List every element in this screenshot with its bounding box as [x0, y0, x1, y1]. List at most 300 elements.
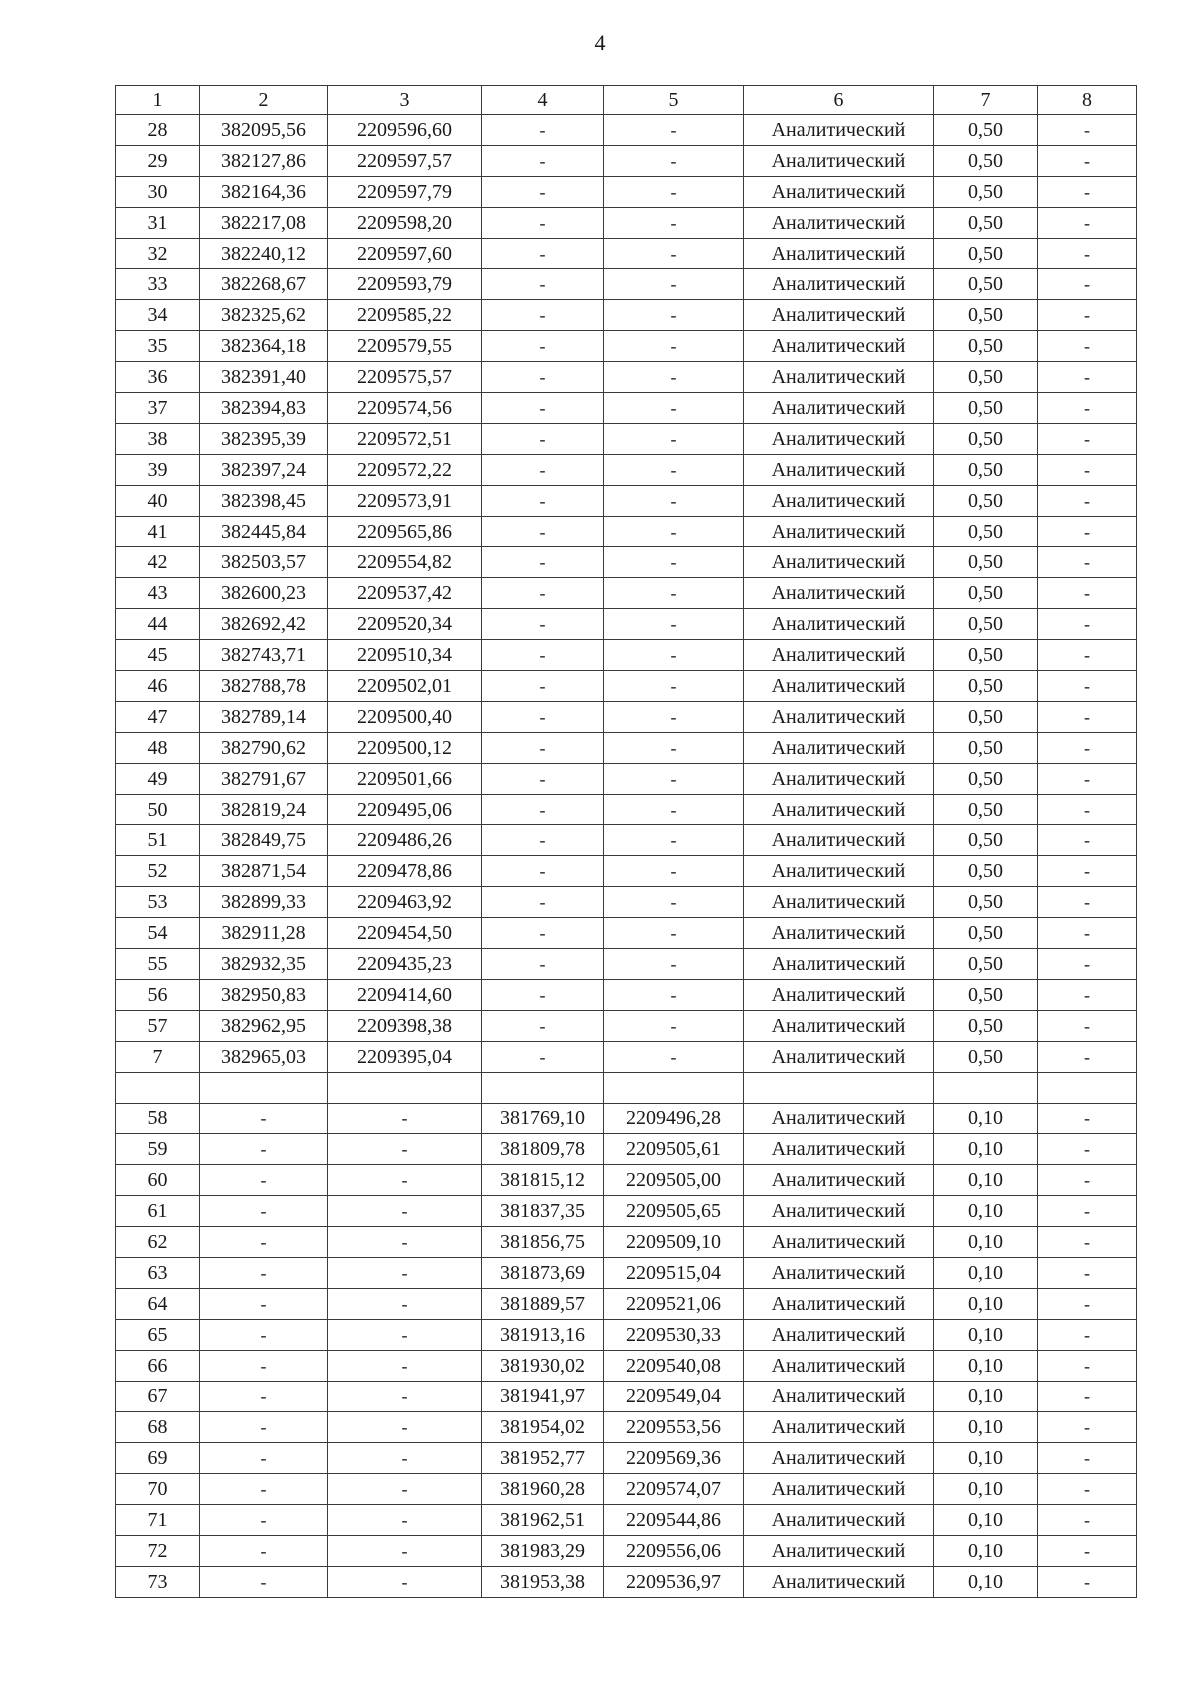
cell-x-new: - — [482, 485, 604, 516]
cell-x-new: 381815,12 — [482, 1165, 604, 1196]
cell-accuracy: 0,50 — [934, 887, 1038, 918]
cell-point-number: 7 — [116, 1041, 200, 1072]
cell-note: - — [1038, 115, 1137, 146]
cell-method: Аналитический — [744, 1196, 934, 1227]
cell-accuracy: 0,50 — [934, 578, 1038, 609]
cell-method: Аналитический — [744, 1165, 934, 1196]
cell-point-number: 50 — [116, 794, 200, 825]
cell-y-old: - — [328, 1535, 482, 1566]
cell-point-number: 29 — [116, 145, 200, 176]
cell-x-old: - — [200, 1257, 328, 1288]
cell-accuracy: 0,50 — [934, 207, 1038, 238]
cell-x-old: 382398,45 — [200, 485, 328, 516]
cell-x-old: - — [200, 1227, 328, 1258]
cell-note: - — [1038, 1505, 1137, 1536]
cell-x-old — [200, 1072, 328, 1103]
cell-accuracy: 0,10 — [934, 1566, 1038, 1597]
table-row — [116, 176, 1137, 207]
cell-y-old: 2209486,26 — [328, 825, 482, 856]
cell-x-new: - — [482, 145, 604, 176]
cell-x-old: 382391,40 — [200, 362, 328, 393]
cell-method: Аналитический — [744, 1350, 934, 1381]
cell-point-number: 40 — [116, 485, 200, 516]
cell-note: - — [1038, 763, 1137, 794]
cell-y-old: 2209520,34 — [328, 609, 482, 640]
cell-accuracy: 0,10 — [934, 1134, 1038, 1165]
cell-y-new: - — [604, 640, 744, 671]
cell-accuracy: 0,10 — [934, 1381, 1038, 1412]
cell-y-new: - — [604, 671, 744, 702]
cell-method: Аналитический — [744, 1257, 934, 1288]
cell-point-number: 62 — [116, 1227, 200, 1258]
cell-point-number: 47 — [116, 701, 200, 732]
table-row — [116, 485, 1137, 516]
cell-x-old: - — [200, 1350, 328, 1381]
cell-point-number: 60 — [116, 1165, 200, 1196]
table-row — [116, 1443, 1137, 1474]
cell-note: - — [1038, 671, 1137, 702]
cell-method: Аналитический — [744, 423, 934, 454]
cell-x-old: 382397,24 — [200, 454, 328, 485]
cell-x-new: - — [482, 176, 604, 207]
cell-x-new: 381769,10 — [482, 1103, 604, 1134]
cell-note: - — [1038, 300, 1137, 331]
cell-y-old: - — [328, 1165, 482, 1196]
cell-method: Аналитический — [744, 1103, 934, 1134]
cell-point-number: 46 — [116, 671, 200, 702]
column-header-x-new: 4 — [482, 86, 604, 115]
cell-x-old: 382819,24 — [200, 794, 328, 825]
cell-y-old: 2209597,79 — [328, 176, 482, 207]
cell-y-new — [604, 1072, 744, 1103]
cell-note: - — [1038, 1134, 1137, 1165]
table-row — [116, 300, 1137, 331]
cell-y-new: - — [604, 949, 744, 980]
cell-y-old: 2209501,66 — [328, 763, 482, 794]
cell-method: Аналитический — [744, 238, 934, 269]
cell-x-new: - — [482, 825, 604, 856]
cell-method: Аналитический — [744, 1227, 934, 1258]
table-row — [116, 732, 1137, 763]
cell-x-old: 382217,08 — [200, 207, 328, 238]
cell-x-old: 382871,54 — [200, 856, 328, 887]
cell-point-number: 71 — [116, 1505, 200, 1536]
cell-y-new: - — [604, 331, 744, 362]
cell-y-new: - — [604, 578, 744, 609]
cell-y-old: 2209565,86 — [328, 516, 482, 547]
cell-point-number: 48 — [116, 732, 200, 763]
cell-y-new: 2209569,36 — [604, 1443, 744, 1474]
cell-y-old: 2209596,60 — [328, 115, 482, 146]
table-row — [116, 1474, 1137, 1505]
cell-point-number: 49 — [116, 763, 200, 794]
cell-method: Аналитический — [744, 1566, 934, 1597]
cell-method: Аналитический — [744, 609, 934, 640]
cell-y-new: - — [604, 300, 744, 331]
cell-y-old: - — [328, 1412, 482, 1443]
cell-accuracy: 0,50 — [934, 701, 1038, 732]
column-header-y-new: 5 — [604, 86, 744, 115]
cell-x-new: - — [482, 732, 604, 763]
cell-y-new: 2209505,65 — [604, 1196, 744, 1227]
cell-y-new: 2209574,07 — [604, 1474, 744, 1505]
cell-note: - — [1038, 732, 1137, 763]
cell-y-old: - — [328, 1257, 482, 1288]
table-row — [116, 578, 1137, 609]
cell-note: - — [1038, 1041, 1137, 1072]
table-row — [116, 393, 1137, 424]
cell-method: Аналитический — [744, 331, 934, 362]
cell-method: Аналитический — [744, 949, 934, 980]
cell-note: - — [1038, 1288, 1137, 1319]
cell-point-number: 38 — [116, 423, 200, 454]
cell-x-old: 382325,62 — [200, 300, 328, 331]
cell-accuracy: 0,50 — [934, 393, 1038, 424]
cell-y-old: 2209500,12 — [328, 732, 482, 763]
cell-y-new: 2209530,33 — [604, 1319, 744, 1350]
cell-y-new: 2209505,61 — [604, 1134, 744, 1165]
cell-accuracy: 0,50 — [934, 640, 1038, 671]
cell-note: - — [1038, 1010, 1137, 1041]
column-header-note: 8 — [1038, 86, 1137, 115]
cell-point-number: 51 — [116, 825, 200, 856]
cell-method: Аналитический — [744, 825, 934, 856]
column-header-accuracy: 7 — [934, 86, 1038, 115]
cell-note: - — [1038, 1443, 1137, 1474]
cell-x-new: 381953,38 — [482, 1566, 604, 1597]
table-row — [116, 949, 1137, 980]
cell-x-new: 381837,35 — [482, 1196, 604, 1227]
cell-y-old: 2209537,42 — [328, 578, 482, 609]
cell-point-number: 70 — [116, 1474, 200, 1505]
cell-y-old — [328, 1072, 482, 1103]
cell-y-old: 2209502,01 — [328, 671, 482, 702]
cell-x-old: 382503,57 — [200, 547, 328, 578]
cell-accuracy: 0,50 — [934, 485, 1038, 516]
table-row — [116, 115, 1137, 146]
cell-x-old: - — [200, 1443, 328, 1474]
cell-accuracy: 0,10 — [934, 1350, 1038, 1381]
cell-method: Аналитический — [744, 701, 934, 732]
cell-note: - — [1038, 1257, 1137, 1288]
table-row — [116, 979, 1137, 1010]
cell-x-new: - — [482, 423, 604, 454]
cell-accuracy: 0,50 — [934, 732, 1038, 763]
cell-accuracy: 0,50 — [934, 1041, 1038, 1072]
table-row — [116, 1196, 1137, 1227]
column-header-point-number: 1 — [116, 86, 200, 115]
cell-accuracy: 0,10 — [934, 1257, 1038, 1288]
cell-accuracy: 0,10 — [934, 1505, 1038, 1536]
cell-x-new: 381930,02 — [482, 1350, 604, 1381]
cell-note: - — [1038, 331, 1137, 362]
cell-method: Аналитический — [744, 454, 934, 485]
column-header-x-old: 2 — [200, 86, 328, 115]
cell-y-old: 2209463,92 — [328, 887, 482, 918]
cell-method: Аналитический — [744, 393, 934, 424]
cell-note: - — [1038, 949, 1137, 980]
cell-y-old: 2209398,38 — [328, 1010, 482, 1041]
table-row — [116, 1566, 1137, 1597]
cell-x-new: - — [482, 1041, 604, 1072]
cell-y-new: 2209496,28 — [604, 1103, 744, 1134]
table-row — [116, 856, 1137, 887]
table-row — [116, 763, 1137, 794]
cell-point-number: 44 — [116, 609, 200, 640]
cell-method: Аналитический — [744, 362, 934, 393]
cell-method: Аналитический — [744, 887, 934, 918]
cell-y-old: 2209598,20 — [328, 207, 482, 238]
cell-note: - — [1038, 918, 1137, 949]
cell-point-number: 34 — [116, 300, 200, 331]
cell-accuracy: 0,50 — [934, 238, 1038, 269]
cell-method: Аналитический — [744, 1535, 934, 1566]
cell-x-old: 382849,75 — [200, 825, 328, 856]
cell-x-old: - — [200, 1165, 328, 1196]
cell-y-new: - — [604, 856, 744, 887]
cell-point-number: 67 — [116, 1381, 200, 1412]
cell-note: - — [1038, 1381, 1137, 1412]
cell-note: - — [1038, 701, 1137, 732]
cell-x-old: - — [200, 1103, 328, 1134]
cell-x-new: - — [482, 887, 604, 918]
cell-y-new: - — [604, 362, 744, 393]
cell-method: Аналитический — [744, 1319, 934, 1350]
cell-y-new: - — [604, 794, 744, 825]
cell-x-new: - — [482, 609, 604, 640]
cell-method: Аналитический — [744, 763, 934, 794]
cell-y-old: 2209478,86 — [328, 856, 482, 887]
column-header-method: 6 — [744, 86, 934, 115]
cell-accuracy: 0,10 — [934, 1196, 1038, 1227]
cell-y-new: - — [604, 207, 744, 238]
cell-point-number: 32 — [116, 238, 200, 269]
cell-point-number: 59 — [116, 1134, 200, 1165]
cell-method: Аналитический — [744, 1010, 934, 1041]
cell-accuracy: 0,50 — [934, 423, 1038, 454]
cell-x-new: 381809,78 — [482, 1134, 604, 1165]
table-row — [116, 454, 1137, 485]
cell-x-new: - — [482, 763, 604, 794]
cell-x-new: - — [482, 454, 604, 485]
cell-y-old: - — [328, 1196, 482, 1227]
cell-y-new: - — [604, 115, 744, 146]
cell-x-old: 382932,35 — [200, 949, 328, 980]
cell-accuracy: 0,50 — [934, 362, 1038, 393]
cell-note: - — [1038, 1412, 1137, 1443]
cell-method: Аналитический — [744, 578, 934, 609]
cell-point-number: 73 — [116, 1566, 200, 1597]
cell-x-new: - — [482, 979, 604, 1010]
cell-note: - — [1038, 979, 1137, 1010]
table-row — [116, 701, 1137, 732]
cell-y-old: 2209510,34 — [328, 640, 482, 671]
cell-note: - — [1038, 516, 1137, 547]
cell-accuracy: 0,10 — [934, 1165, 1038, 1196]
table-row — [116, 331, 1137, 362]
cell-note: - — [1038, 887, 1137, 918]
cell-y-new: 2209515,04 — [604, 1257, 744, 1288]
table-body — [116, 86, 1137, 1598]
cell-y-new: - — [604, 145, 744, 176]
table-row — [116, 1134, 1137, 1165]
cell-note: - — [1038, 1165, 1137, 1196]
cell-y-old: 2209573,91 — [328, 485, 482, 516]
cell-x-new: - — [482, 794, 604, 825]
table-row — [116, 825, 1137, 856]
cell-y-old: 2209575,57 — [328, 362, 482, 393]
cell-x-old: 382095,56 — [200, 115, 328, 146]
cell-y-new: 2209505,00 — [604, 1165, 744, 1196]
cell-y-new: - — [604, 609, 744, 640]
cell-method: Аналитический — [744, 1443, 934, 1474]
cell-note: - — [1038, 485, 1137, 516]
table-row — [116, 547, 1137, 578]
cell-accuracy: 0,50 — [934, 547, 1038, 578]
cell-accuracy: 0,50 — [934, 1010, 1038, 1041]
cell-accuracy: 0,10 — [934, 1227, 1038, 1258]
cell-accuracy: 0,10 — [934, 1319, 1038, 1350]
cell-method: Аналитический — [744, 732, 934, 763]
cell-method: Аналитический — [744, 547, 934, 578]
cell-y-old: - — [328, 1474, 482, 1505]
cell-y-old: 2209454,50 — [328, 918, 482, 949]
cell-x-new: - — [482, 331, 604, 362]
cell-y-old: 2209500,40 — [328, 701, 482, 732]
cell-accuracy: 0,50 — [934, 145, 1038, 176]
table-row — [116, 207, 1137, 238]
cell-point-number: 55 — [116, 949, 200, 980]
cell-note: - — [1038, 423, 1137, 454]
cell-y-new: 2209549,04 — [604, 1381, 744, 1412]
cell-x-new: 381856,75 — [482, 1227, 604, 1258]
cell-method: Аналитический — [744, 856, 934, 887]
cell-accuracy: 0,10 — [934, 1443, 1038, 1474]
cell-note: - — [1038, 454, 1137, 485]
cell-point-number: 43 — [116, 578, 200, 609]
cell-accuracy: 0,50 — [934, 763, 1038, 794]
cell-x-new: - — [482, 300, 604, 331]
table-row — [116, 1412, 1137, 1443]
table-row — [116, 1165, 1137, 1196]
cell-y-old: - — [328, 1350, 482, 1381]
cell-x-new: - — [482, 856, 604, 887]
cell-point-number: 64 — [116, 1288, 200, 1319]
cell-point-number: 54 — [116, 918, 200, 949]
cell-point-number: 66 — [116, 1350, 200, 1381]
cell-x-old: 382791,67 — [200, 763, 328, 794]
cell-point-number: 69 — [116, 1443, 200, 1474]
table-row — [116, 1041, 1137, 1072]
cell-x-old: 382164,36 — [200, 176, 328, 207]
cell-method: Аналитический — [744, 115, 934, 146]
cell-y-old: 2209395,04 — [328, 1041, 482, 1072]
cell-point-number: 65 — [116, 1319, 200, 1350]
cell-y-new: - — [604, 269, 744, 300]
cell-x-new: - — [482, 918, 604, 949]
page-number: 4 — [594, 30, 606, 55]
cell-note: - — [1038, 547, 1137, 578]
cell-point-number: 72 — [116, 1535, 200, 1566]
cell-method: Аналитический — [744, 485, 934, 516]
cell-note: - — [1038, 1227, 1137, 1258]
cell-note: - — [1038, 856, 1137, 887]
cell-x-old: 382445,84 — [200, 516, 328, 547]
cell-y-new: 2209553,56 — [604, 1412, 744, 1443]
table-row — [116, 1505, 1137, 1536]
cell-note: - — [1038, 393, 1137, 424]
cell-x-old: 382268,67 — [200, 269, 328, 300]
table-row — [116, 145, 1137, 176]
cell-note: - — [1038, 207, 1137, 238]
cell-y-new: - — [604, 918, 744, 949]
cell-x-new: - — [482, 547, 604, 578]
cell-y-new: - — [604, 1041, 744, 1072]
cell-method: Аналитический — [744, 207, 934, 238]
cell-note: - — [1038, 578, 1137, 609]
cell-x-old: - — [200, 1566, 328, 1597]
cell-x-old: 382965,03 — [200, 1041, 328, 1072]
cell-y-new: 2209544,86 — [604, 1505, 744, 1536]
cell-point-number: 35 — [116, 331, 200, 362]
cell-x-new: - — [482, 578, 604, 609]
cell-y-old: 2209597,57 — [328, 145, 482, 176]
cell-accuracy: 0,50 — [934, 979, 1038, 1010]
cell-x-old: 382788,78 — [200, 671, 328, 702]
cell-x-old: 382950,83 — [200, 979, 328, 1010]
table-row — [116, 609, 1137, 640]
cell-y-old: 2209597,60 — [328, 238, 482, 269]
cell-x-new: - — [482, 115, 604, 146]
table-row — [116, 238, 1137, 269]
cell-x-old: 382240,12 — [200, 238, 328, 269]
cell-x-new: 381952,77 — [482, 1443, 604, 1474]
cell-x-old: - — [200, 1505, 328, 1536]
cell-x-old: - — [200, 1196, 328, 1227]
cell-point-number: 30 — [116, 176, 200, 207]
cell-y-old: - — [328, 1103, 482, 1134]
cell-point-number: 28 — [116, 115, 200, 146]
cell-x-new: 381941,97 — [482, 1381, 604, 1412]
cell-x-old: - — [200, 1381, 328, 1412]
cell-x-new: - — [482, 949, 604, 980]
cell-accuracy: 0,50 — [934, 115, 1038, 146]
cell-method: Аналитический — [744, 300, 934, 331]
cell-accuracy: 0,50 — [934, 825, 1038, 856]
cell-accuracy: 0,50 — [934, 331, 1038, 362]
cell-y-old: 2209554,82 — [328, 547, 482, 578]
cell-x-old: 382394,83 — [200, 393, 328, 424]
cell-x-new: - — [482, 362, 604, 393]
cell-note: - — [1038, 238, 1137, 269]
cell-point-number: 45 — [116, 640, 200, 671]
cell-y-new: - — [604, 423, 744, 454]
table-row — [116, 269, 1137, 300]
cell-y-new: - — [604, 485, 744, 516]
cell-y-old: - — [328, 1227, 482, 1258]
table-row — [116, 1350, 1137, 1381]
cell-note: - — [1038, 825, 1137, 856]
cell-x-old: - — [200, 1134, 328, 1165]
cell-x-old: 382692,42 — [200, 609, 328, 640]
table-header-row — [116, 86, 1137, 115]
cell-point-number: 53 — [116, 887, 200, 918]
table-row — [116, 362, 1137, 393]
cell-y-new: - — [604, 763, 744, 794]
cell-method: Аналитический — [744, 918, 934, 949]
cell-y-new: - — [604, 732, 744, 763]
cell-accuracy: 0,50 — [934, 609, 1038, 640]
